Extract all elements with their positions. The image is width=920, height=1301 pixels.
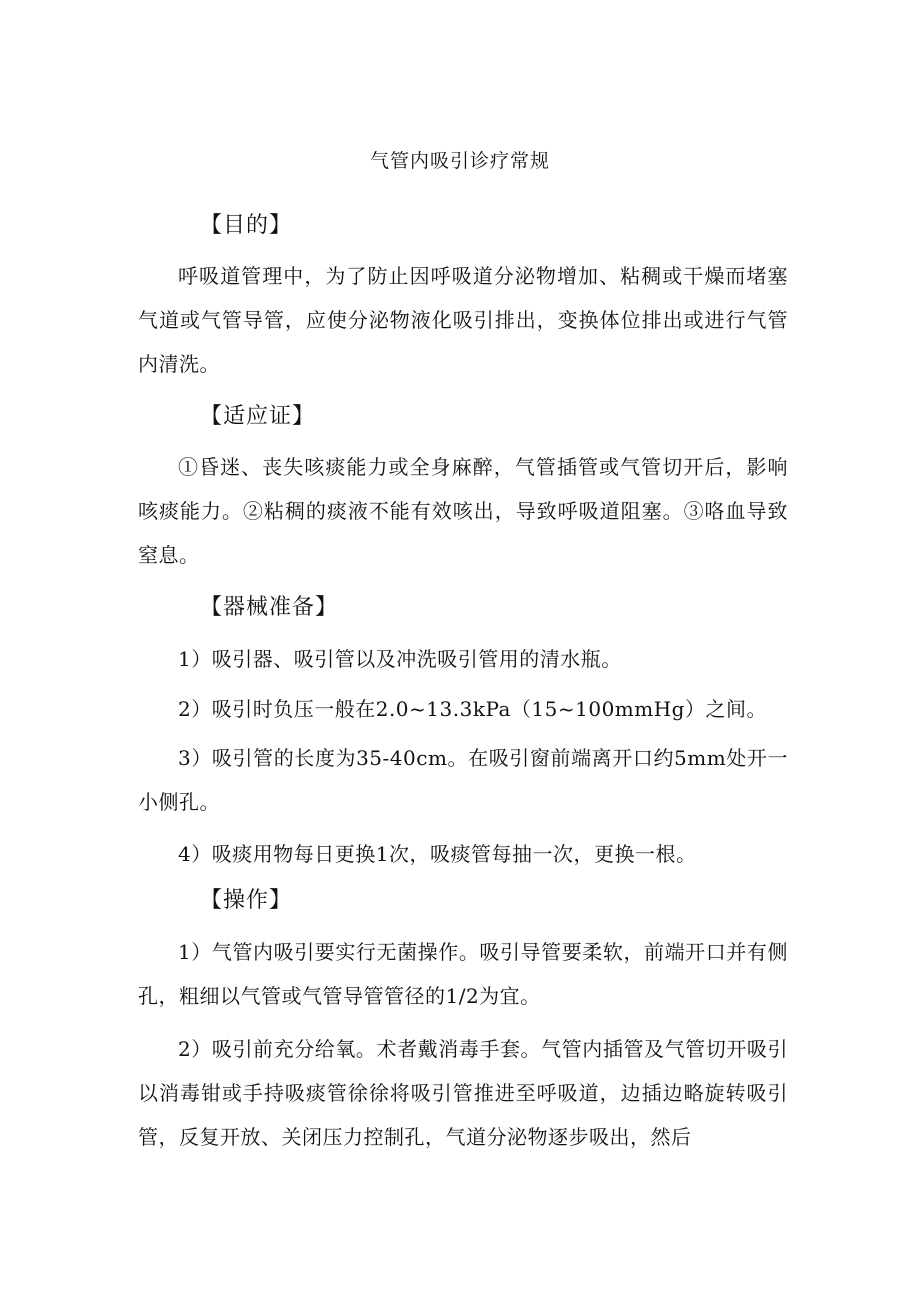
equipment-item-1: 1）吸引器、吸引管以及冲洗吸引管用的清水瓶。 <box>178 647 622 671</box>
section-heading-equipment: 【器械准备】 <box>200 595 339 620</box>
equipment-item-2: 2）吸引时负压一般在2.0~13.3kPa（15~100mmHg）之间。 <box>178 697 767 721</box>
section-heading-indications: 【适应证】 <box>200 404 316 429</box>
operation-item-2: 2）吸引前充分给氧。术者戴消毒手套。气管内插管及气管切开吸引以消毒钳或手持吸痰管徐徐将吸引管推进至呼吸道，边插边略旋转吸引管，反复开放、关闭压力控制孔，气道分泌物逐步吸出，然后 <box>138 1037 788 1149</box>
page-title: 气管内吸引诊疗常规 <box>369 150 550 172</box>
indications-paragraph: ①昏迷、丧失咳痰能力或全身麻醉，气管插管或气管切开后，影响咳痰能力。②粘稠的痰液不能有效咳出，导致呼吸道阻塞。③咯血导致窒息。 <box>138 455 788 567</box>
operation-item-1: 1）气管内吸引要实行无菌操作。吸引导管要柔软，前端开口并有侧孔，粗细以气管或气管导管管径的1/2为宜。 <box>138 940 788 1008</box>
section-heading-operation: 【操作】 <box>200 888 293 913</box>
equipment-item-3: 3）吸引管的长度为35-40cm。在吸引窗前端离开口约5mm处开一小侧孔。 <box>138 746 788 814</box>
equipment-item-4: 4）吸痰用物每日更换1次，吸痰管每抽一次，更换一根。 <box>178 842 697 866</box>
section-heading-purpose: 【目的】 <box>200 213 293 238</box>
purpose-paragraph: 呼吸道管理中，为了防止因呼吸道分泌物增加、粘稠或干燥而堵塞气道或气管导管，应使分泌物液化吸引排出，变换体位排出或进行气管内清洗。 <box>138 264 788 376</box>
